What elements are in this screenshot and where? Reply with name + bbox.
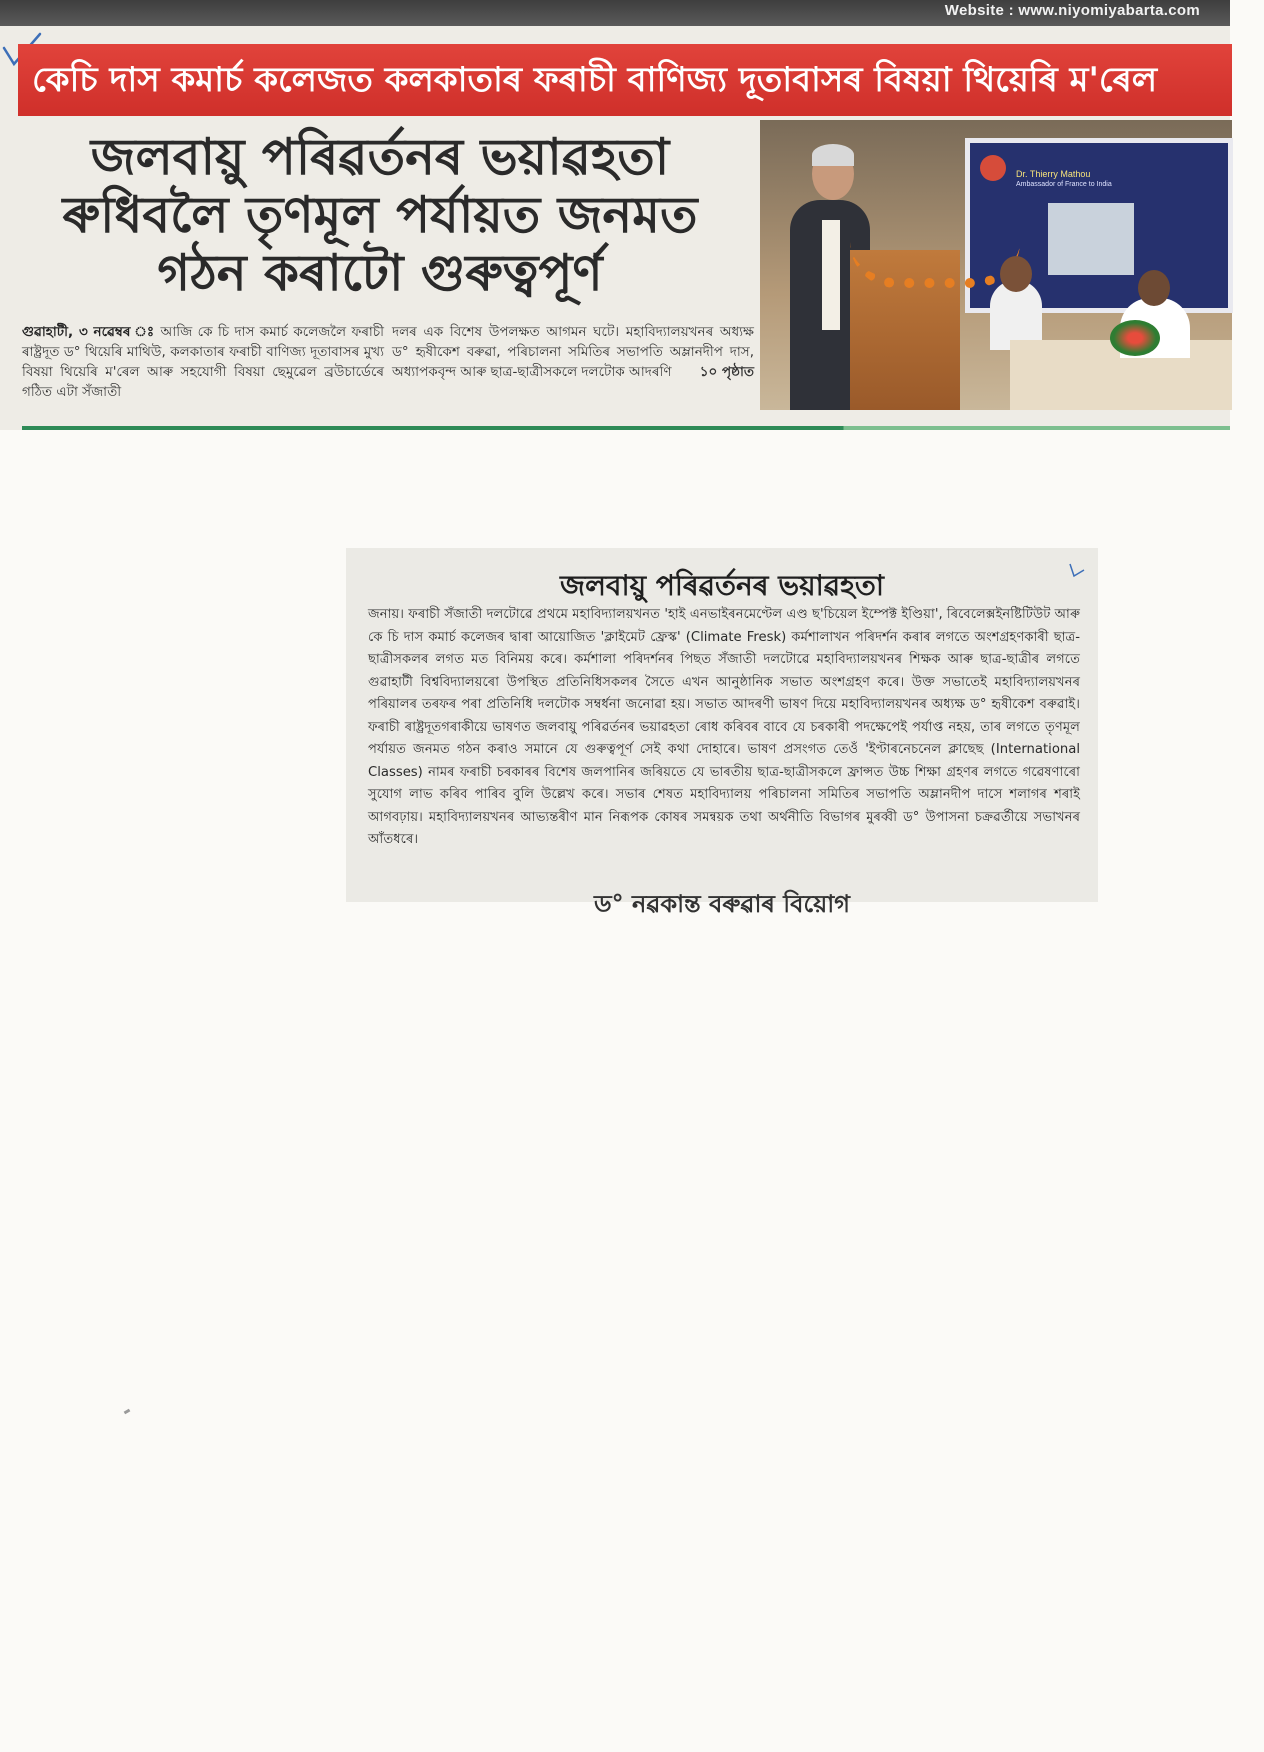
continuation-clipping bbox=[346, 548, 1098, 918]
gamosa-scarf bbox=[822, 220, 840, 330]
lead-text-left: আজি কে চি দাস কমাৰ্চ কলেজলৈ ফৰাচী ৰাষ্ট্ৰদূত ড° থিয়েৰি মাথিউ, কলকাতাৰ ফৰাচী বাণিজ্য দূতাবাসৰ মুখ্য বিষয়া থিয়েৰি ম'ৰেল আৰু সহযোগী বিষয়া ছেমুৱেল ব্ৰউচাৰ্ডেৰে গঠিত এটা সঁজাতী bbox=[22, 324, 384, 400]
event-photo bbox=[760, 120, 1232, 410]
headline-line: জলবায়ু পৰিৱৰ্তনৰ ভয়াৱহতা bbox=[90, 127, 670, 186]
continuation-heading: জলবায়ু পৰিৱৰ্তনৰ ভয়াৱহতা bbox=[560, 569, 884, 602]
seated-person-head bbox=[1000, 256, 1032, 292]
headline-line: গঠন কৰাটো গুৰুত্বপূৰ্ণ bbox=[157, 243, 603, 302]
continuation-body: জনায়। ফৰাচী সঁজাতী দলটোৱে প্ৰথমে মহাবিদ্যালয়খনত 'হাই এনভাইৰনমেণ্টেল এণ্ড ছ'চিয়েল ইম্পেক্ট ইণ্ডিয়া', ৰিবেলেক্সইনষ্টিটিউট আৰু কে চি দাস কমাৰ্চ কলেজৰ দ্বাৰা আয়োজিত 'ক্লাইমেট ফ্ৰেস্ক' (Climate Fresk) কৰ্মশালাখন পৰিদৰ্শন কৰাৰ লগতে অংশগ্ৰহণকাৰী ছাত্ৰ-ছাত্ৰীসকলৰ লগত মত বিনিময় কৰে। কৰ্মশালা পৰিদৰ্শনৰ পিছত সঁজাতী দলটোৱে মহাবিদ্যালয়খনৰ শিক্ষক আৰু ছাত্ৰ-ছাত্ৰীৰ লগতে গুৱাহাটী বিশ্ববিদ্যালয়ৰো উপস্থিত প্ৰতিনিধিসকলৰ সৈতে এখন আনুষ্ঠানিক সভাত অংশগ্ৰহণ কৰে। উক্ত সভাতেই মহাবিদ্যালয়খনৰ পৰিয়ালৰ তৰফৰ পৰা প্ৰতিনিধি দলটোক সম্বৰ্ধনা জনোৱা হয়। সভাত আদৰণী ভাষণ দিয়ে মহাবিদ্যালয়খনৰ অধ্যক্ষ ড° হৃষীকেশ বৰুৱাই। ফৰাচী ৰাষ্ট্ৰদূতগৰাকীয়ে ভাষণত জলবায়ু পৰিৱৰ্তনৰ ভয়াৱহতা ৰোধ কৰিবৰ বাবে যে চৰকাৰী পদক্ষেপেই পৰ্যাপ্ত নহয়, তাৰ লগতে তৃণমূল পৰ্যায়ত জনমত গঠন কৰাও সমানে যে গুৰুত্বপূৰ্ণ সেই কথা দোহাৰে। ভাষণ প্ৰসংগত তেওঁ 'ইণ্টাৰনেচনেল ক্লাছেছ (International Classes) নামৰ ফৰাচী চৰকাৰৰ বিশেষ জলপানিৰ জৰিয়তে যে ভাৰতীয় ছাত্ৰ-ছাত্ৰীসকলে ফ্ৰান্সত উচ্চ শিক্ষা গ্ৰহণৰ লগতে গৱেষণাৰো সুযোগ লাভ কৰিব পাৰিব বুলি উল্লেখ কৰে। সভাৰ শেষত মহাবিদ্যালয় পৰিচালনা সমিতিৰ সভাপতি অম্লানদীপ দাসে শলাগৰ শৰাই আগবঢ়ায়। মহাবিদ্যালয়খনৰ আভ্যন্তৰীণ মান নিৰূপক কোষৰ সমন্বয়ক তথা অৰ্থনীতি বিভাগৰ মুৰব্বী ড° উপাসনা চক্ৰৱৰ্তীয়ে সভাখনৰ আঁতধৰে। bbox=[368, 607, 1080, 847]
website-url: Website : www.niyomiyabarta.com bbox=[944, 2, 1200, 19]
lead-paragraph-left bbox=[22, 322, 384, 402]
screen-title: Dr. Thierry Mathou bbox=[1016, 169, 1091, 179]
college-logo bbox=[980, 155, 1006, 181]
next-article-heading-cut: ড° নৱকান্ত বৰুৱাৰ বিয়োগ bbox=[593, 889, 851, 918]
dateline: গুৱাহাটী, ৩ নৱেম্বৰ ঃ bbox=[22, 324, 156, 340]
news-banner: কেচি দাস কমাৰ্চ কলেজত কলকাতাৰ ফৰাচী বাণিজ্য দূতাবাসৰ বিষয়া থিয়েৰি ম'ৰেল bbox=[18, 44, 1232, 116]
headline bbox=[30, 128, 730, 302]
front-page-clipping bbox=[0, 0, 1230, 430]
continued-page-ref: ১০ পৃষ্ঠাত bbox=[699, 364, 754, 380]
scan-speck bbox=[124, 1409, 131, 1415]
divider-rule bbox=[22, 426, 1230, 430]
screen-subtitle: Ambassador of France to India bbox=[1016, 181, 1112, 188]
flower-bouquet bbox=[1110, 320, 1160, 356]
headline-line: ৰুধিবলৈ তৃণমূল পৰ্যায়ত জনমত bbox=[62, 185, 698, 244]
lead-paragraph-right bbox=[392, 322, 754, 382]
lead-text-right: দলৰ এক বিশেষ উপলক্ষত আগমন ঘটে। মহাবিদ্যালয়খনৰ অধ্যক্ষ ড° হৃষীকেশ বৰুৱা, পৰিচালনা সমিতিৰ সভাপতি অম্লানদীপ দাস, অধ্যাপকবৃন্দ আৰু ছাত্ৰ-ছাত্ৰীসকলে দলটোক আদৰণি bbox=[392, 324, 754, 380]
marigold-garland bbox=[850, 242, 1020, 288]
seated-person-head bbox=[1138, 270, 1170, 306]
website-bar bbox=[0, 0, 1230, 26]
speaker-hair bbox=[812, 144, 854, 166]
screen-portrait bbox=[1048, 203, 1134, 275]
